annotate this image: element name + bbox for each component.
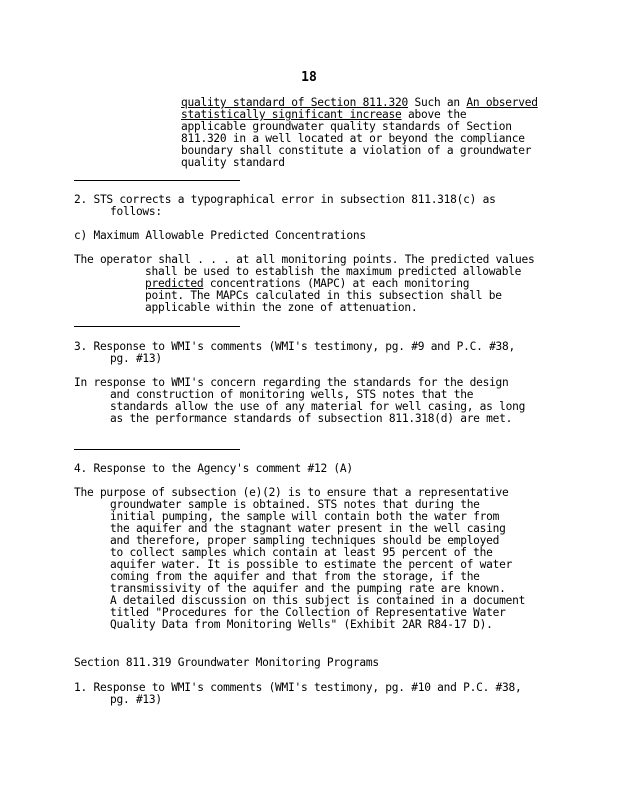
subheading: c) Maximum Allowable Predicted Concentrations: [74, 229, 366, 242]
item-heading: 3. Response to WMI's comments (WMI's testimony, pg. #9 and P.C. #38,: [74, 340, 516, 353]
item-heading-cont: pg. #13): [110, 693, 162, 706]
paragraph-line: as the performance standards of subsection 811.318(d) are met.: [110, 412, 513, 425]
item-heading-cont: pg. #13): [110, 352, 162, 365]
item-heading: 4. Response to the Agency's comment #12 (A): [74, 462, 353, 475]
underlined-text: statistically significant increase: [181, 108, 402, 121]
paragraph-line: the aquifer and the stagnant water present in the well casing: [110, 522, 506, 535]
section-divider: [74, 449, 240, 450]
continuation-line: 811.320 in a well located at or beyond the compliance: [181, 132, 525, 145]
page-number: 18: [301, 70, 317, 85]
continuation-line: applicable groundwater quality standards of Section: [181, 120, 512, 133]
struck-text: Such an: [408, 96, 467, 109]
paragraph-line: aquifer water. It is possible to estimate the percent of water: [110, 558, 513, 571]
paragraph-line: to collect samples which contain at least 95 percent of the: [110, 546, 493, 559]
paragraph-line: Quality Data from Monitoring Wells" (Exhibit 2AR R84-17 D).: [110, 618, 493, 631]
paragraph-line: applicable within the zone of attenuation.: [145, 301, 418, 314]
paragraph-line: and construction of monitoring wells, STS notes that the: [110, 388, 474, 401]
paragraph-line: groundwater sample is obtained. STS notes that during the: [110, 498, 480, 511]
item-heading: 2. STS corrects a typographical error in subsection 811.318(c) as: [74, 193, 496, 206]
paragraph-line: The operator shall . . . at all monitoring points. The predicted values: [74, 253, 535, 266]
continuation-line: statistically significant increase above the: [181, 108, 467, 121]
paragraph-line: In response to WMI's concern regarding the standards for the design: [74, 376, 509, 389]
section-divider: [74, 180, 240, 181]
section-divider: [74, 326, 240, 327]
paragraph-line: and therefore, proper sampling techniques should be employed: [110, 534, 500, 547]
paragraph-line: titled "Procedures for the Collection of Representative Water: [110, 606, 506, 619]
section-title: Section 811.319 Groundwater Monitoring Programs: [74, 656, 379, 669]
continuation-line: boundary shall constitute a violation of a groundwater: [181, 144, 532, 157]
item-heading-cont: follows:: [110, 205, 162, 218]
paragraph-line: predicted concentrations (MAPC) at each monitoring: [145, 277, 470, 290]
paragraph-line: The purpose of subsection (e)(2) is to ensure that a representative: [74, 486, 509, 499]
underlined-text: An observed: [466, 96, 538, 109]
paragraph-line: A detailed discussion on this subject is contained in a document: [110, 594, 526, 607]
underlined-text: predicted: [145, 277, 204, 290]
paragraph-line: shall be used to establish the maximum predicted allowable: [145, 265, 522, 278]
underlined-text: quality standard of Section 811.320: [181, 96, 408, 109]
paragraph-line: standards allow the use of any material for well casing, as long: [110, 400, 526, 413]
paragraph-line: point. The MAPCs calculated in this subsection shall be: [145, 289, 502, 302]
paragraph-line: transmissivity of the aquifer and the pumping rate are known.: [110, 582, 506, 595]
continuation-line: quality standard: [181, 156, 285, 169]
paragraph-line: initial pumping, the sample will contain both the water from: [110, 510, 500, 523]
paragraph-line: coming from the aquifer and that from the storage, if the: [110, 570, 480, 583]
item-heading: 1. Response to WMI's comments (WMI's testimony, pg. #10 and P.C. #38,: [74, 681, 522, 694]
